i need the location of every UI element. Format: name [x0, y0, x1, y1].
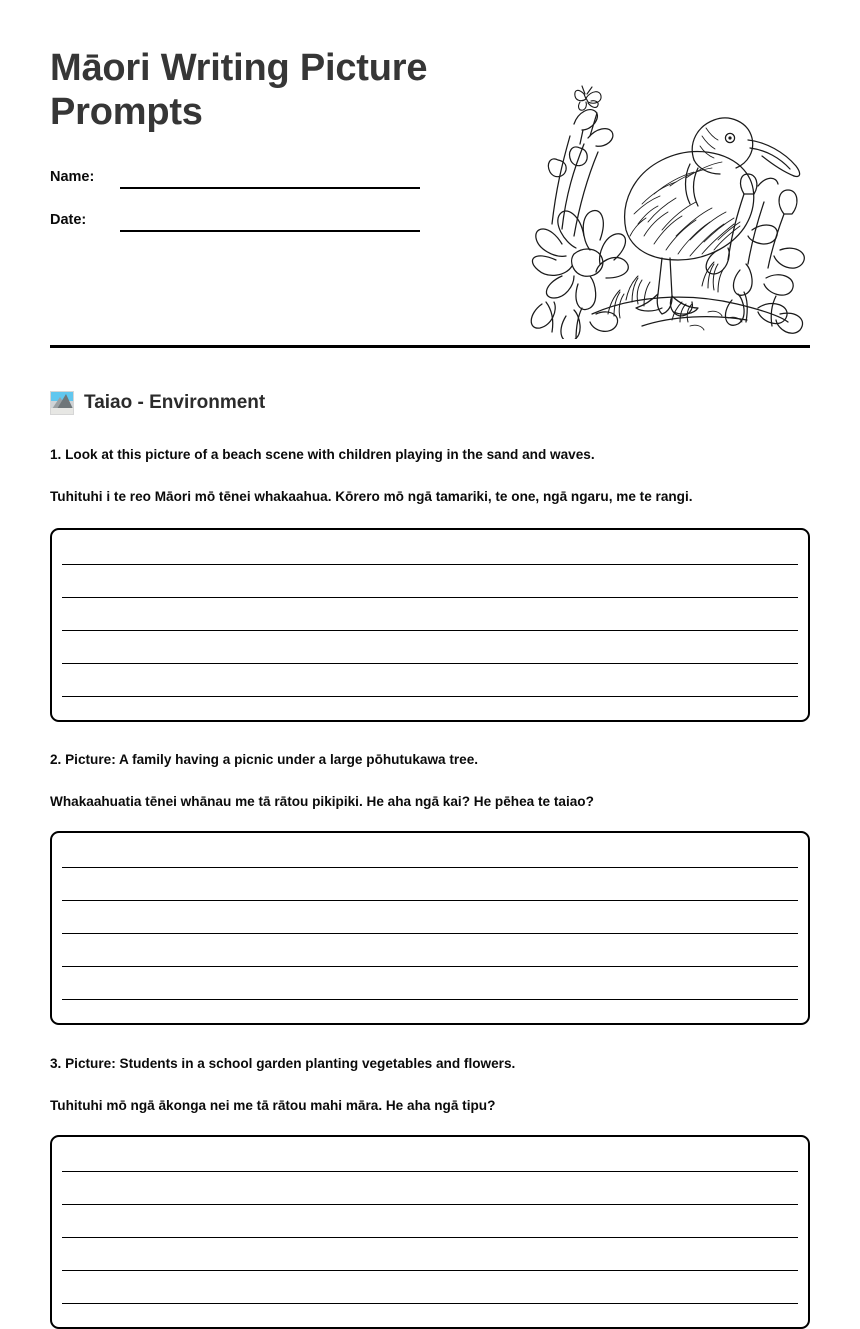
prompt-3-english: 3. Picture: Students in a school garden planting vegetables and flowers. — [50, 1056, 516, 1071]
writing-line — [62, 933, 798, 934]
writing-line — [62, 1270, 798, 1271]
writing-line — [62, 1171, 798, 1172]
answer-box-1[interactable] — [50, 528, 810, 722]
header-divider — [50, 345, 810, 348]
writing-line — [62, 663, 798, 664]
writing-line — [62, 1204, 798, 1205]
answer-box-3-lines — [62, 1137, 798, 1327]
writing-line — [62, 1303, 798, 1304]
writing-line — [62, 900, 798, 901]
worksheet-header — [50, 46, 810, 331]
name-field-input[interactable] — [120, 187, 420, 189]
section-title: Taiao - Environment — [84, 392, 266, 413]
prompt-block-2 — [50, 751, 812, 811]
writing-line — [62, 696, 798, 697]
prompt-2-english: 2. Picture: A family having a picnic under a large pōhutukawa tree. — [50, 752, 479, 767]
answer-box-2-lines — [62, 833, 798, 1023]
date-field-input[interactable] — [120, 230, 420, 232]
prompt-1-maori: Tuhituhi i te reo Māori mō tēnei whakaahua. Kōrero mō ngā tamariki, te one, ngā ngaru, me te rangi. — [50, 489, 693, 504]
answer-box-1-lines — [62, 530, 798, 720]
writing-line — [62, 597, 798, 598]
date-field-row — [50, 209, 430, 235]
national-park-icon — [50, 391, 74, 415]
kiwi-bird-illustration — [522, 64, 812, 339]
writing-line — [62, 966, 798, 967]
answer-box-3[interactable] — [50, 1135, 810, 1329]
prompt-2-maori: Whakaahuatia tēnei whānau me tā rātou pikipiki. He aha ngā kai? He pēhea te taiao? — [50, 794, 594, 809]
writing-line — [62, 630, 798, 631]
page-title: Māori Writing Picture Prompts — [50, 47, 428, 133]
writing-line — [62, 999, 798, 1000]
answer-box-2[interactable] — [50, 831, 810, 1025]
writing-line — [62, 1237, 798, 1238]
prompt-3-maori: Tuhituhi mō ngā ākonga nei me tā rātou mahi māra. He aha ngā tipu? — [50, 1098, 496, 1113]
date-field-label: Date: — [50, 212, 87, 228]
name-field-row — [50, 166, 430, 192]
writing-line — [62, 867, 798, 868]
prompt-1-english: 1. Look at this picture of a beach scene with children playing in the sand and waves. — [50, 447, 595, 462]
writing-line — [62, 564, 798, 565]
name-field-label: Name: — [50, 169, 95, 185]
section-heading — [50, 389, 265, 417]
prompt-block-3 — [50, 1055, 812, 1115]
prompt-block-1 — [50, 446, 812, 506]
